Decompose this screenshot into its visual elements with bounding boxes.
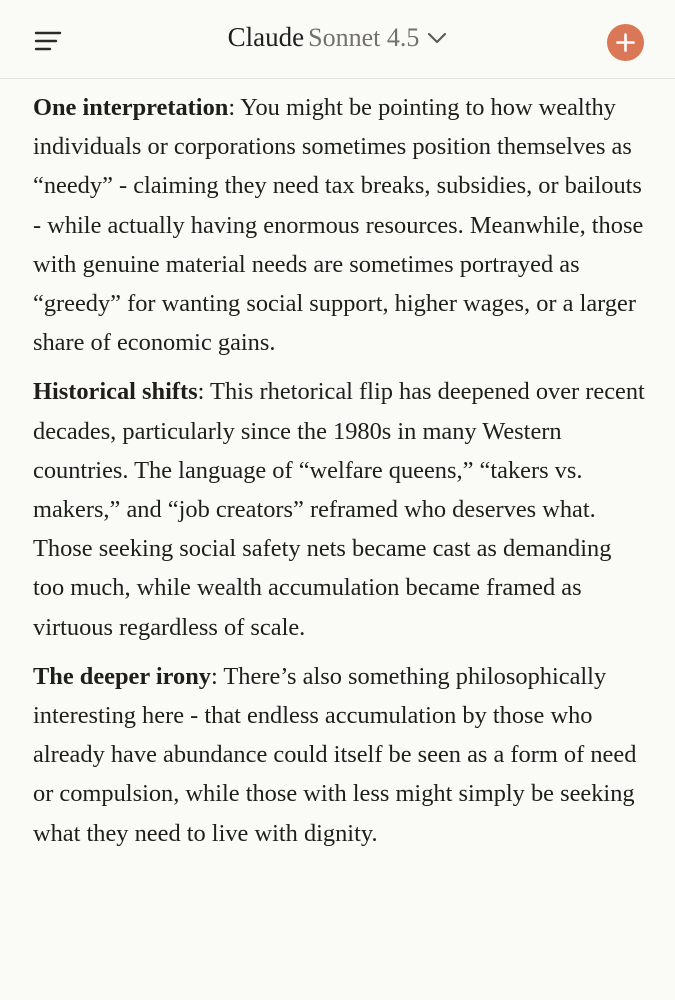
paragraph-text: : You might be pointing to how wealthy individuals or corporations sometimes position themselves as “needy” - claiming they need tax breaks, subsidies, or bailouts - while actually having enormous resources. Meanwhile, those with genuine material needs are sometimes portrayed as “greedy” for wanting social support, higher wages, or a larger share of economic gains. xyxy=(33,94,644,357)
paragraph-heading: The deeper irony xyxy=(33,662,211,690)
assistant-message xyxy=(33,88,648,863)
paragraph-heading: Historical shifts xyxy=(33,378,198,406)
new-chat-button[interactable] xyxy=(607,24,644,61)
chevron-down-icon xyxy=(427,31,447,49)
paragraph-text: : There’s also something philosophically interesting here - that endless accumulation by those who already have abundance could itself be seen as a form of need or compulsion, while those with less might simply be seeking what they need to live with dignity. xyxy=(33,662,637,847)
app-title: Claude xyxy=(227,22,305,52)
top-bar xyxy=(0,0,675,79)
paragraph-heading: One interpretation xyxy=(33,94,229,121)
model-selector[interactable] xyxy=(0,22,675,58)
message-paragraph xyxy=(33,88,648,362)
paragraph-text: : This rhetorical flip has deepened over recent decades, particularly since the 1980s in many Western countries. The language of “welfare queens,” “takers vs. makers,” and “job creators” reframed who deserves what. Those seeking social safety nets became cast as demanding too much, while wealth accumulation became framed as virtuous regardless of scale. xyxy=(33,378,645,641)
message-paragraph xyxy=(33,372,648,646)
plus-icon xyxy=(607,24,644,61)
message-paragraph xyxy=(33,657,648,853)
model-name: Sonnet 4.5 xyxy=(308,23,420,52)
